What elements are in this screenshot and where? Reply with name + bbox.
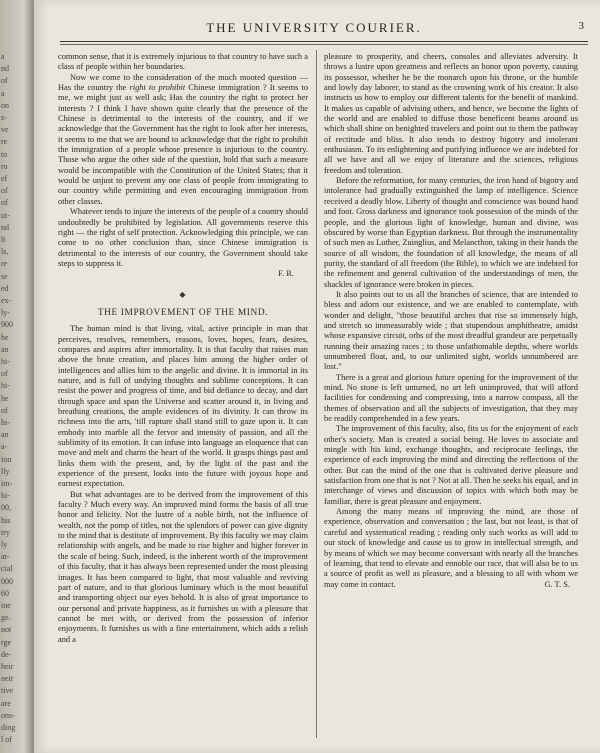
header-rule-thin	[60, 44, 588, 45]
gutter-text-fragment: to	[1, 149, 8, 159]
gutter-text-fragment: ls,	[1, 247, 9, 257]
header-rule	[60, 41, 588, 42]
article-paragraph: pleasure to prosperity, and cheers, consoles and alleviates adversity. It throws a lustre upon greatness and reflects an honor upon poverty, causing its possessor, whether he be the monarch upon his throne, or the humble and lowly day laborer, to stand as the crowning work of his creator. It also instructs us how to employ our different talents for the benefit of mankind. It makes us capable of advising others, and hence, we become the lights of the world and are enabled to diffuse those beneficent beams around us which shall shine on benighted travelers and point out to them the pathway of rectitude and bliss. It also tends to destroy bigotry and intolerant enthusiasm. To its enlightening and purifying influence we are indebted for all we have and all we enjoy of literature and the sciences, religious freedom and toleration.	[324, 52, 578, 175]
gutter-text-fragment: he	[1, 332, 9, 342]
gutter-text-fragment: neir	[1, 674, 14, 684]
gutter-text-fragment: cial	[1, 564, 13, 574]
gutter-text-fragment: ine	[1, 601, 11, 610]
gutter-text-fragment: at-	[1, 552, 10, 562]
masthead-title: THE UNIVERSITY COURIER.	[206, 20, 422, 35]
chinese-article-continuation: common sense, that it is extremely injurious to that country to have such a class of people within her boundaries.	[58, 52, 308, 72]
gutter-text-fragment: are	[1, 698, 11, 708]
left-column	[58, 52, 308, 645]
article-paragraph: The human mind is that living, vital, active principle in man that perceives, resolves, remembers, reasons, loves, hopes, fears, desires, compares and aspires after immortality. It is that faculty that raises man above the brute creation, and places him among the higher order of intelligences and allies him to the angelic and divine. It is immortal in its nature, and is full of undying thoughts and sublime conceptions. It can resist the power and progress of time, and bid defiance to decay, and dart through space and span the Universe and scatter around it, in living and breathing creations, the ample evidences of its divinity. It can throw its richness into the arts, 'till rapture shall stand still to gaze upon it. It can embody into marble all the fervor and intensity of passion, and all the sublimity of its emotion. It can infuse into language an eloquence that can move and melt and charm the heart of the world. It grasps things past and links them with the present, and, by the light of the past and the experience of the present, looks into the future with joyous hope and earnest expectation.	[58, 324, 308, 489]
gutter-text-fragment: an	[1, 430, 9, 440]
gutter-text-fragment: his	[1, 515, 11, 525]
page-header	[40, 20, 588, 38]
gutter-text-fragment: on	[1, 100, 9, 110]
gutter-text-fragment: ve	[1, 125, 9, 135]
gutter-text-fragment: of	[1, 369, 8, 379]
gutter-text-fragment: 00,	[1, 503, 11, 513]
gutter-text-fragment: of	[1, 76, 8, 86]
gutter-text-fragment: ding	[1, 723, 16, 732]
gutter-text-fragment: s-	[1, 113, 7, 122]
gutter-text-fragment: rge	[1, 637, 12, 647]
gutter-text-fragment: nd	[1, 222, 9, 232]
gutter-text-fragment: ly-	[1, 308, 10, 318]
gutter-text-fragment: of	[1, 198, 8, 208]
adjacent-page-gutter	[0, 0, 34, 753]
chinese-article-paragraph: Whatever tends to injure the interests of the people of a country should undoubtedly be prohibited by legislation. All governments reserve this right — the right of self protection. Acknowledging this principle, we can come to no other conclusion than, since Chinese immigration is detrimental to the interests of our country, the Government should take steps to suppress it.	[58, 207, 308, 268]
right-column	[324, 52, 578, 590]
chinese-article-paragraph: Now we come to the consideration of the much mooted question — Has the country the right to prohibit Chinese immigration ? It seems to me, we might just as well ask; Has the country the right to protect her interests ? I think I have shown quite clearly that the presence of the Chinese is detrimental to the interests of the country, and if we acknowledge that the Government has the right to look after her interests, it seems to me that we are bound to acknowledge that the right to prohibit the immigration of a people whose presence is injurious to the country. Those who argue the other side of the question, hold that such a measure would be incompatible with the Constitution of the United States; that it would be unjust to prevent any one class of people from immigrating to our country while permitting and even encouraging immigration from other classes.	[58, 72, 309, 206]
section-ornament: ◆	[179, 289, 187, 299]
gutter-text-fragment: heir	[1, 662, 14, 671]
gutter-text-fragment: an	[1, 344, 9, 354]
article-paragraph: Among the many means of improving the mind, are those of experience, observation and conversation ; the last, but not least, is that of careful and systematical reading ; reading only such works as will add to our stock of knowledge and cause us to grow in intellectual strength, and by means of which we may become conversant with nearly all the branches of learning, that tend to elevate and ennoble our race, that will also be to us a source of profit as well as pleasure, and a blessing to all with whom we may come in contact. G. T. S.	[324, 507, 578, 589]
gutter-text-fragment: de-	[1, 649, 12, 659]
article-paragraph: But what advantages are to be derived from the improvement of this faculty ? Much every way. An improved mind forms the basis of all true honor and felicity. Not the lustre of a noble birth, not the influence of wealth, not the pomp of titles, not the splendors of power can give dignity to the mind that is destitute of improvement. By this faculty we may claim relationship with angels, and be made to rise higher and higher forever in the scale of being. Such, indeed, is the inherent worth of the improvement of this faculty, that it has always been represented under the most pleasing images. It has been compared to light, that most valuable and reviving part of nature, and to that glorious luminary which is the most beautiful and transporting object our eyes behold. It is also of great importance to our personal and private happiness, as it furnishes us with a pleasure that cannot be met with, or derived from the possession of inferior enjoyments. It furnishes us with a fine entertainment, which adds a relish and a	[58, 489, 308, 644]
gutter-text-fragment: hi-	[1, 418, 10, 427]
gutter-text-fragment: 000	[1, 576, 13, 586]
gutter-text-fragment: lly	[1, 466, 10, 476]
gutter-text-fragment: of	[1, 405, 8, 415]
gutter-text-fragment: l of	[1, 735, 12, 745]
gutter-text-fragment: ons-	[1, 710, 15, 720]
author-signature: G. T. S.	[544, 579, 570, 589]
gutter-text-fragment: se	[1, 271, 8, 281]
gutter-text-fragment: ion	[1, 454, 12, 464]
gutter-text-fragment: tive	[1, 686, 13, 696]
gutter-text-fragment: re	[1, 259, 8, 269]
gutter-text-fragment: a	[1, 88, 5, 98]
signature-line	[58, 269, 308, 279]
gutter-text-fragment: ro	[1, 161, 8, 171]
author-signature: F. R.	[278, 269, 294, 279]
gutter-text-fragment: 60	[1, 588, 9, 598]
gutter-text-fragment: ly	[1, 540, 8, 549]
article-paragraph: There is a great and glorious future opening for the improvement of the mind. No stone is left unturned, no art left unimproved, that will afford facilities for condensing and compressing, into a narrow compass, all the themes of observation and all the subjects of investigation, that they may be readily comprehended in a few years.	[324, 372, 578, 424]
gutter-text-fragment: re	[1, 137, 8, 147]
gutter-text-fragment: hi-	[1, 381, 10, 391]
gutter-text-fragment: try	[1, 527, 10, 537]
gutter-text-fragment: not	[1, 625, 12, 635]
gutter-text-fragment: ef	[1, 174, 8, 183]
gutter-text-fragment: ut-	[1, 210, 10, 220]
column-divider	[316, 50, 317, 738]
gutter-text-fragment: hi-	[1, 491, 10, 501]
article-title: THE IMPROVEMENT OF THE MIND.	[97, 307, 269, 318]
gutter-text-fragment: he	[1, 393, 9, 403]
gutter-text-fragment: a	[1, 52, 5, 61]
gutter-text-fragment: hi-	[1, 357, 10, 366]
gutter-text-fragment: a-	[1, 442, 8, 452]
gutter-text-fragment: lt	[1, 235, 6, 244]
page-number: 3	[578, 20, 584, 32]
article-paragraph: The improvement of this faculty, also, fits us for the enjoyment of each other's society. Man is created a social being. He loves to associate and mingle with his kind, exchange thoughts, and reciprocate feelings, the experience of each improving the mind and directing the reflections of the other. But can the mind of the one that is cultivated derive pleasure and satisfaction from one that is not ? Not at all. Then he seeks his equal, and in interchange of views and discussion of topics with which both may be familiar, there is great pleasure and enjoyment.	[324, 424, 578, 506]
gutter-text-fragment: ex-	[1, 296, 12, 305]
gutter-text-fragment: of	[1, 186, 8, 196]
gutter-text-fragment: ed	[1, 283, 9, 293]
emphasis: right to prohibit	[129, 83, 186, 93]
gutter-text-fragment: nd	[1, 64, 9, 74]
article-paragraph: It also points out to us all the branches of science, that are intended to bless and adorn our existence, and we are enabled to contemplate, with wonder and delight, "those beautiful arches that rise so immensely high, and stretch so immeasurably wide ; that stupendous amphitheatre, amidst whose expansive circuit, orbs of the most dreadful grandeur are perpetually running their amazing races ; to those unfathomable depths, where worlds unnumbered float, and, to our unlimited sight, worlds unnumbered are lost."	[324, 289, 578, 372]
gutter-text-fragment: ge.	[1, 613, 11, 623]
gutter-text-fragment: im-	[1, 479, 13, 488]
gutter-text-fragment: 900	[1, 320, 13, 330]
article-paragraph: Before the reformation, for many centuries, the iron hand of bigotry and intolerance had gradually extinguished the lamp of intelligence. Science received a deadly blow. Liberty of thought and conscience was bound hand and foot. Gross darkness and ignorance took possession of the minds of the people, and the glorious light of knowledge, human and divine, was obscured by worse than Egyptian darkness. But through the instrumentality of such men as Luther, Zuinglius, and Melancthon, taking in their hands the source of all wisdom, the foundation of all knowledge, the means of all purity, the standard of all freedom (the Bible), to which we are indebted for the refinement and general cultivation of the understandings of men, the shackles of ignorance were broken in pieces.	[324, 176, 578, 289]
